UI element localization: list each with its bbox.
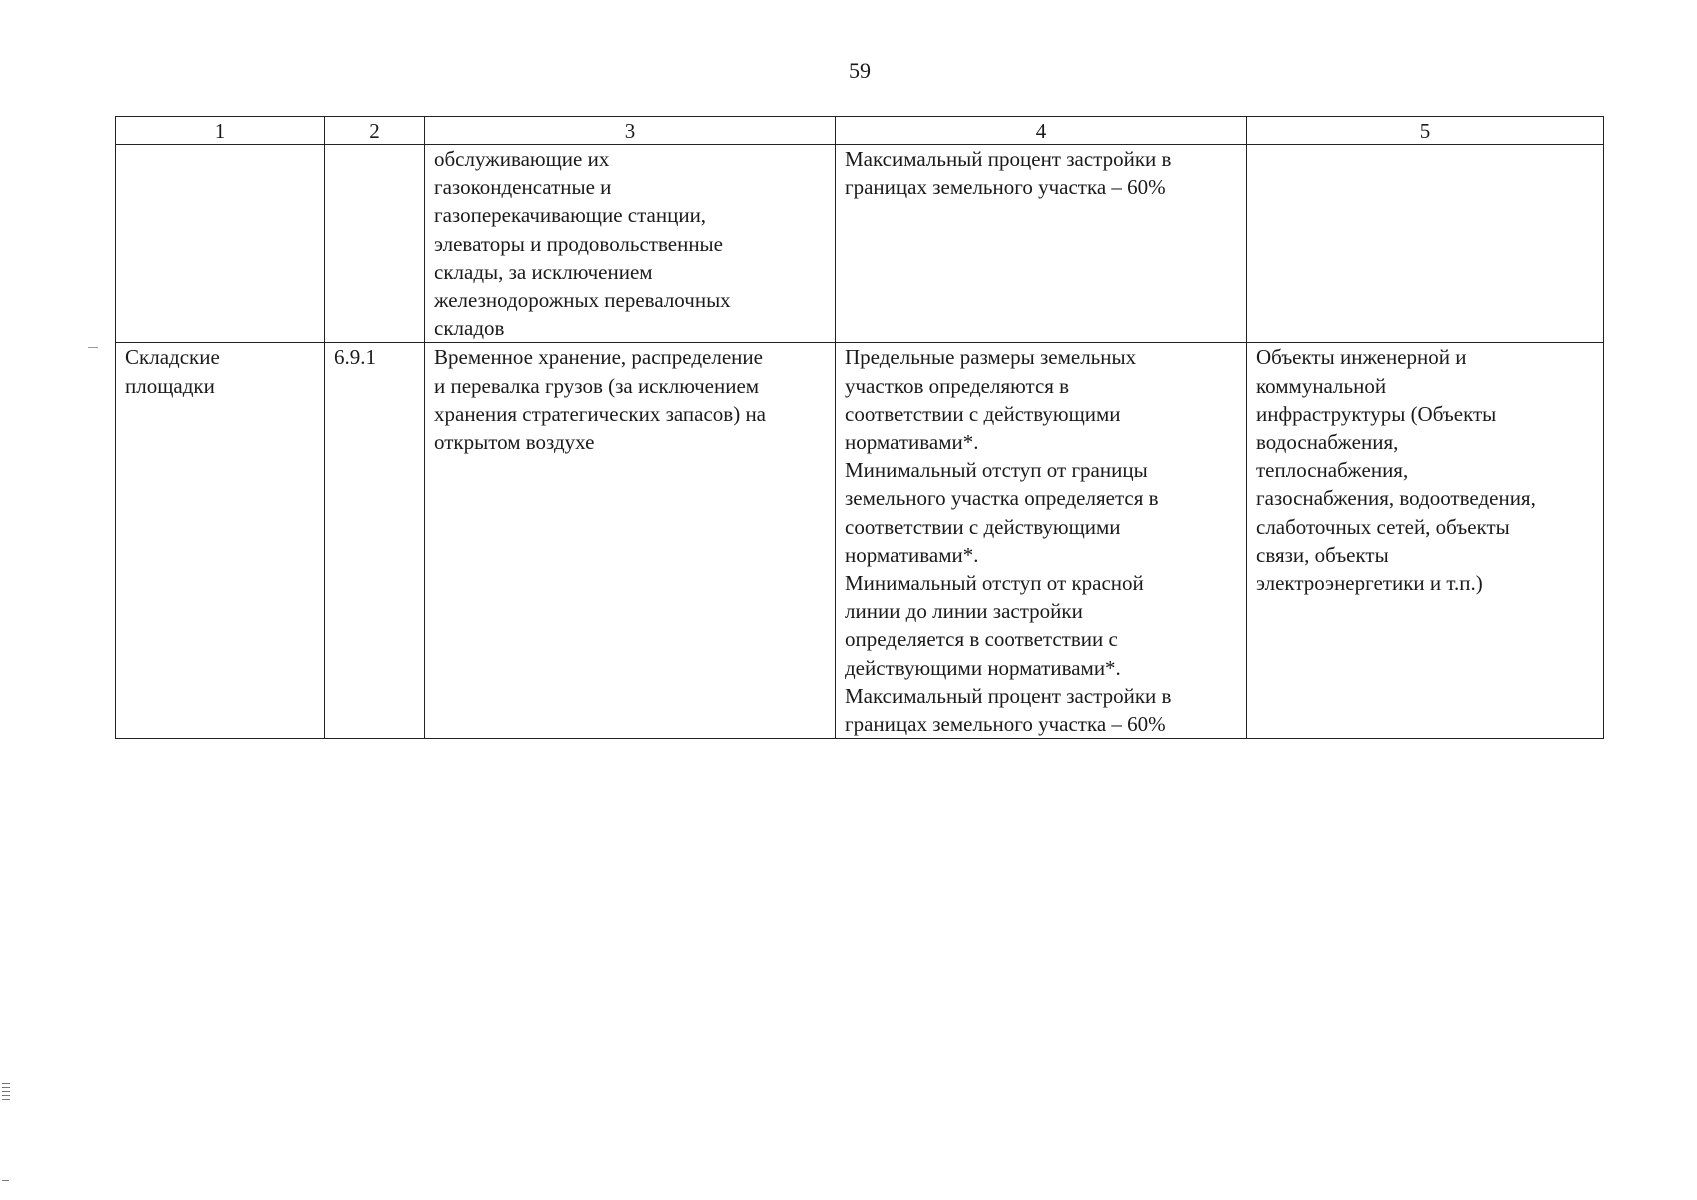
header-col-3: 3 [425,117,836,145]
row1-code-cell [325,145,425,343]
row2-code-cell: 6.9.1 [325,343,425,739]
table-row [116,145,1604,343]
header-col-5: 5 [1247,117,1604,145]
row2-parameters-cell: Предельные размеры земельных участков определяются в соответствии с действующими нормативами*. Минимальный отступ от границы земельного участка определяется в соответствии с действующими нормативами*. Минимальный отступ от красной линии до линии застройки определяется в соответствии с действующими нормативами*. Максимальный процент застройки в границах земельного участка – 60% [836,343,1247,739]
scan-artifact-dash [2,1180,9,1181]
row1-auxiliary-cell [1247,145,1604,343]
row2-description-cell: Временное хранение, распределение и перевалка грузов (за исключением хранения стратегических запасов) на открытом воздухе [425,343,836,739]
table-header-row [116,117,1604,145]
row2-auxiliary-cell: Объекты инженерной и коммунальной инфраструктуры (Объекты водоснабжения, теплоснабжения, газоснабжения, водоотведения, слаботочных сетей, объекты связи, объекты электроэнергетики и т.п.) [1247,343,1604,739]
scan-artifact-tick [88,347,98,348]
scan-artifact-marks [2,1083,10,1103]
header-col-1: 1 [116,117,325,145]
header-col-2: 2 [325,117,425,145]
table-row [116,343,1604,739]
row1-name-cell [116,145,325,343]
row2-name-cell: Складские площадки [116,343,325,739]
page-number: 59 [849,58,871,83]
row1-description-cell: обслуживающие их газоконденсатные и газоперекачивающие станции, элеваторы и продовольственные склады, за исключением железнодорожных перевалочных складов [425,145,836,343]
row1-parameters-cell: Максимальный процент застройки в границах земельного участка – 60% [836,145,1247,343]
header-col-4: 4 [836,117,1247,145]
land-use-table [115,116,1604,739]
